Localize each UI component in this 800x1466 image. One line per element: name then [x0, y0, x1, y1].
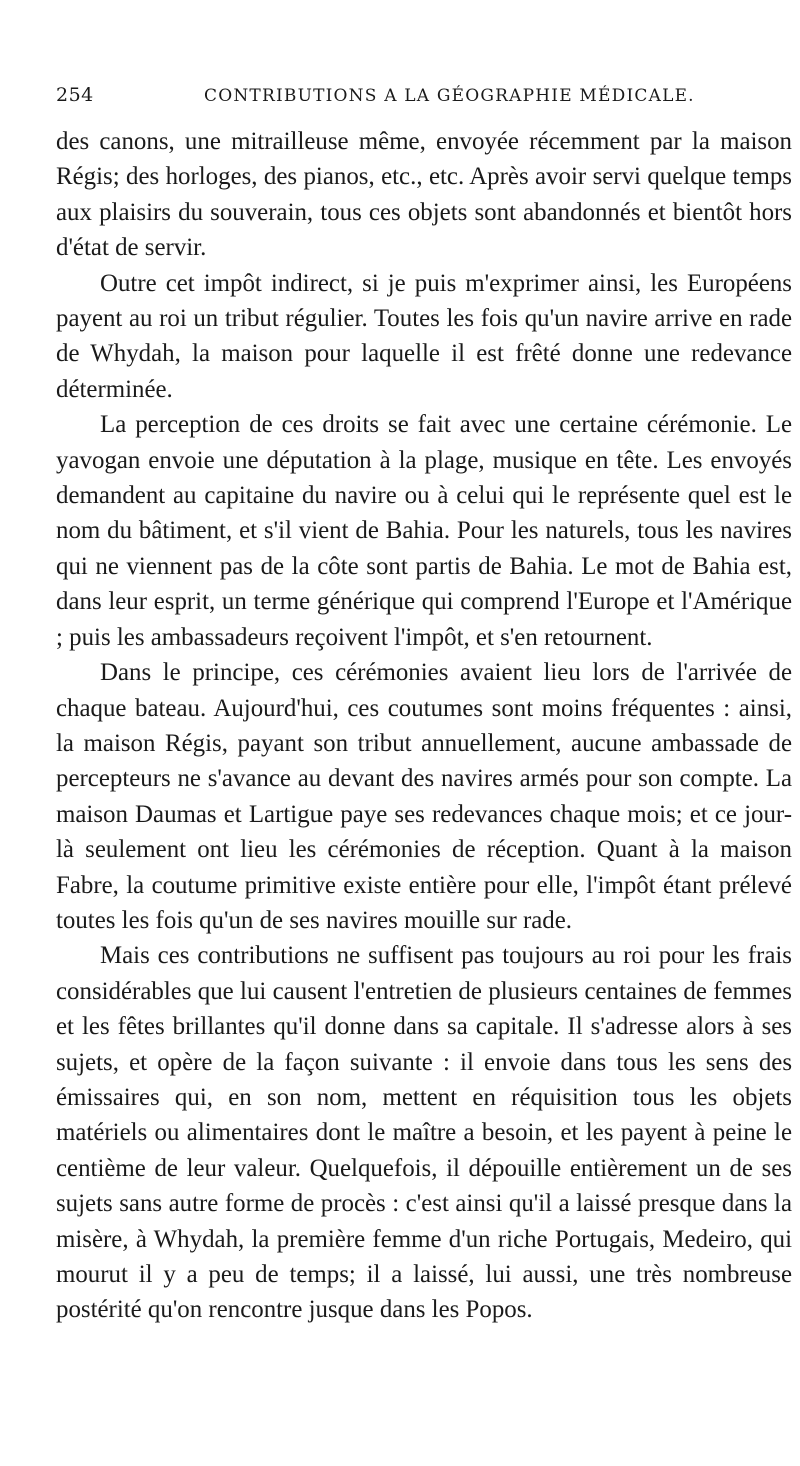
- paragraph-continued: des canons, une mitrailleuse même, envoyée récemment par la maison Régis; des horloges, des pianos, etc., etc. Après avoir servi quelque temps aux plaisirs du souverain, tous ces objets sont abandonnés et bientôt hors d'état de servir.: [56, 128, 792, 262]
- paragraph: Dans le principe, ces cérémonies avaient lieu lors de l'arrivée de chaque bateau. Aujourd'hui, ces coutumes sont moins fréquentes : ainsi, la maison Régis, payant son tribut annuellement, aucune ambassade de percepteurs ne s'avance au devant des navires armés pour son compte. La maison Daumas et Lartigue paye ses redevances chaque mois; et ce jour-là seulement ont lieu les cérémonies de réception. Quant à la maison Fabre, la coutume primitive existe entière pour elle, l'impôt étant prélevé toutes les fois qu'un de ses navires mouille sur rade.: [56, 659, 792, 934]
- running-title: CONTRIBUTIONS A LA GÉOGRAPHIE MÉDICALE.: [204, 86, 695, 106]
- paragraph: La perception de ces droits se fait avec une certaine cérémonie. Le yavogan envoie une députation à la plage, musique en tête. Les envoyés demandent au capitaine du navire ou à celui qui le représente quel est le nom du bâtiment, et s'il vient de Bahia. Pour les naturels, tous les navires qui ne viennent pas de la côte sont partis de Bahia. Le mot de Bahia est, dans leur esprit, un terme générique qui comprend l'Europe et l'Amérique ; puis les ambassadeurs reçoivent l'impôt, et s'en retournent.: [56, 411, 792, 651]
- body-text: [56, 124, 792, 1328]
- running-head: [56, 78, 792, 118]
- paragraph: Mais ces contributions ne suffisent pas toujours au roi pour les frais considérables que lui causent l'entretien de plusieurs centaines de femmes et les fêtes brillantes qu'il donne dans sa capitale. Il s'adresse alors à ses sujets, et opère de la façon suivante : il envoie dans tous les sens des émissaires qui, en son nom, mettent en réquisition tous les objets matériels ou alimentaires dont le maître a besoin, et les payent à peine le centième de leur valeur. Quelquefois, il dépouille entièrement un de ses sujets sans autre forme de procès : c'est ainsi qu'il a laissé presque dans la misère, à Whydah, la première femme d'un riche Portugais, Medeiro, qui mourut il y a peu de temps; il a laissé, lui aussi, une très nombreuse postérité qu'on rencontre jusque dans les Popos.: [56, 942, 792, 1324]
- page-number: 254: [56, 84, 94, 106]
- paragraph: Outre cet impôt indirect, si je puis m'exprimer ainsi, les Européens payent au roi un tribut régulier. Toutes les fois qu'un navire arrive en rade de Whydah, la maison pour laquelle il est frêté donne une redevance déterminée.: [56, 269, 792, 403]
